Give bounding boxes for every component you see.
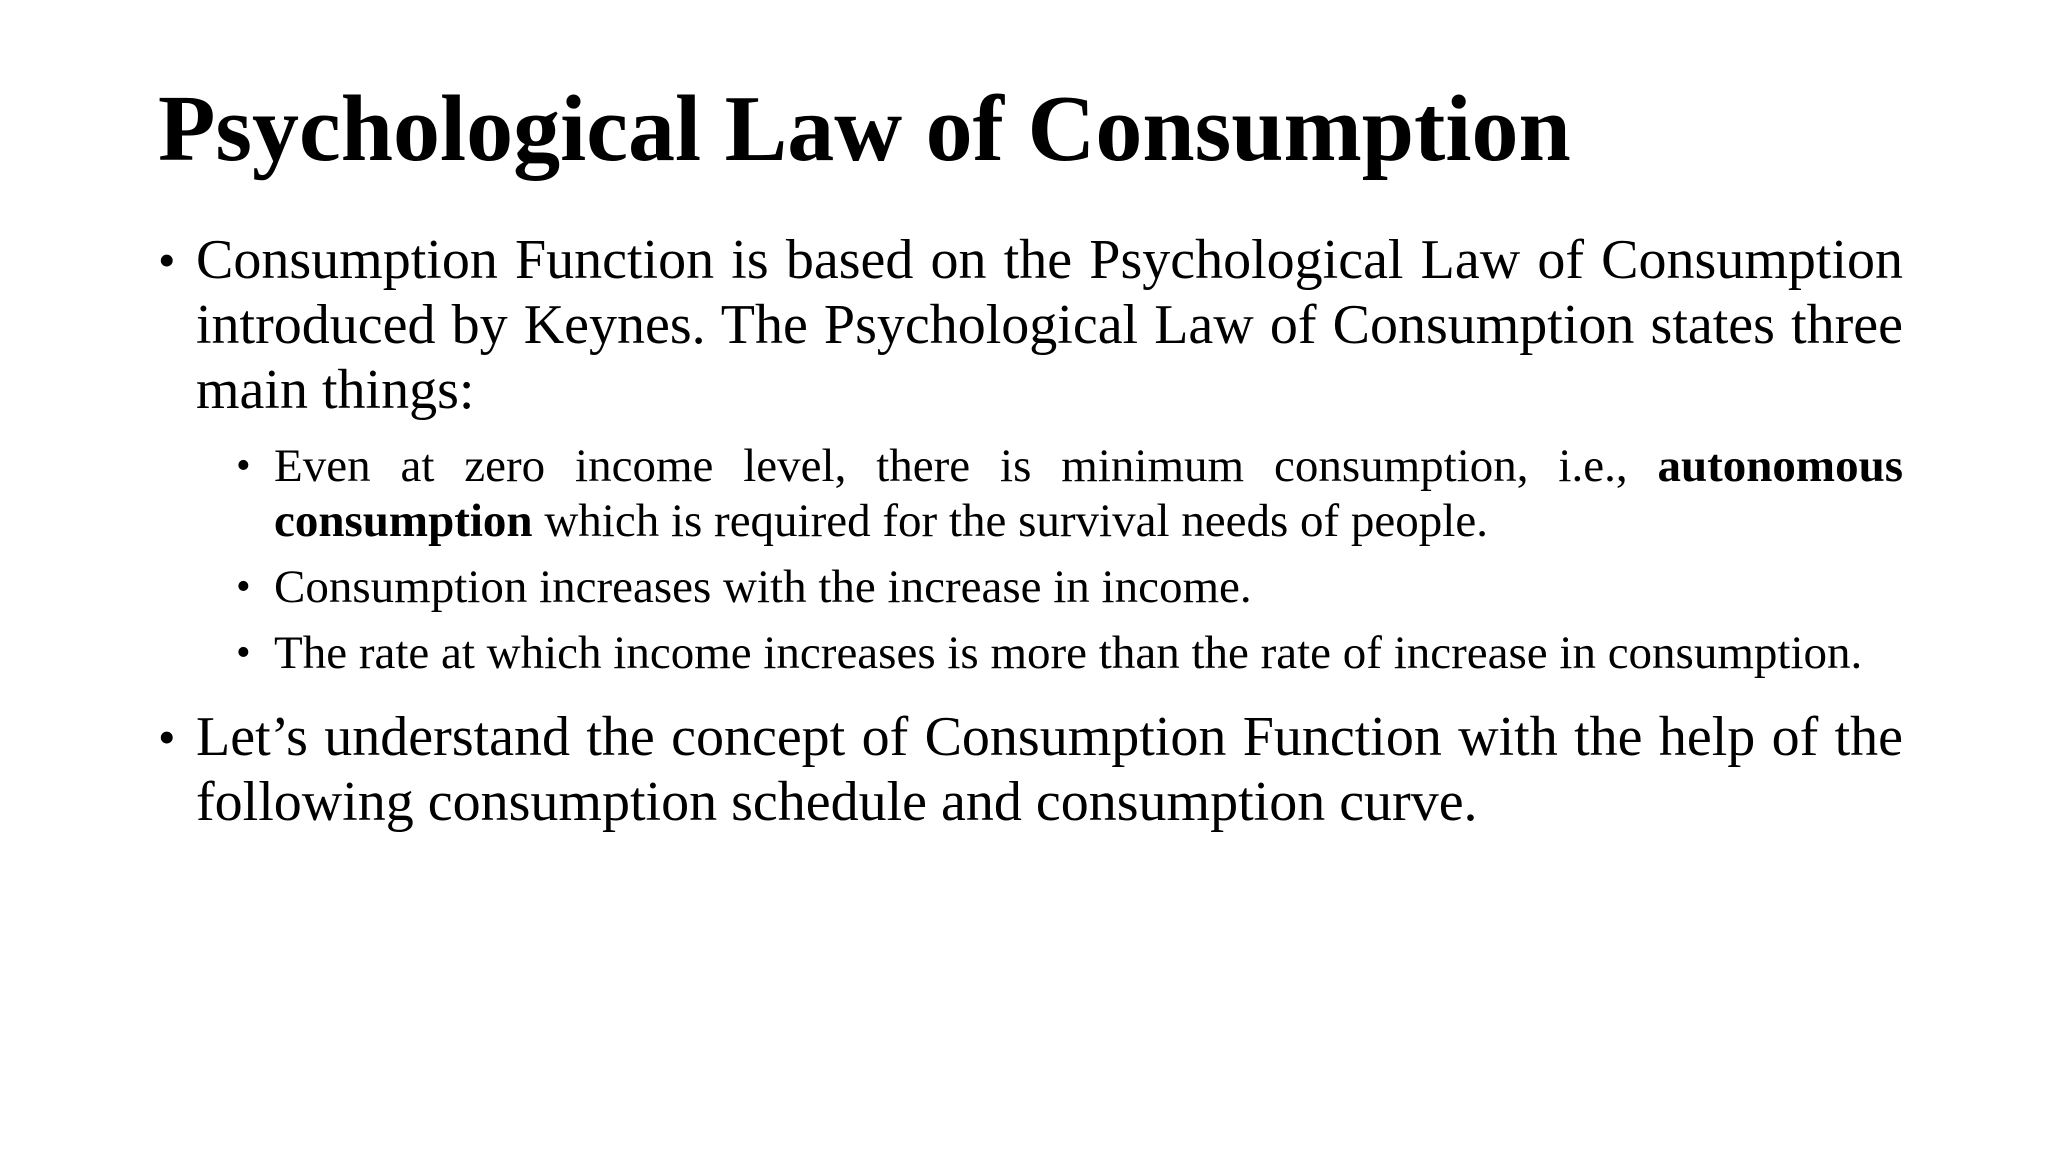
bullet-item: [158, 705, 1903, 835]
bullet-glyph: •: [158, 232, 176, 288]
bullet-text: Consumption Function is based on the Psychological Law of Consumption introduced by Keynes. The Psychological Law of Consumption states three main things:: [196, 229, 1903, 421]
sub-bullet-text: Consumption increases with the increase in income.: [274, 561, 1252, 613]
sub-bullet-list: [236, 439, 1903, 681]
slide-body: [158, 228, 1903, 835]
bullet-glyph: •: [158, 709, 176, 765]
bullet-text: Let’s understand the concept of Consumption Function with the help of the following consumption schedule and consumption curve.: [196, 706, 1903, 833]
sub-bullet-item: [236, 626, 1903, 681]
sub-bullet-text-before: Even at zero income level, there is minimum consumption, i.e.,: [274, 440, 1658, 492]
bullet-item: [158, 228, 1903, 681]
sub-bullet-item: [236, 560, 1903, 615]
sub-bullet-text-after: which is required for the survival needs of people.: [532, 495, 1488, 547]
sub-bullet-bold-term: autonomous consumption: [274, 440, 1903, 547]
sub-bullet-text: The rate at which income increases is more than the rate of increase in consumption.: [274, 627, 1863, 679]
slide-title: Psychological Law of Consumption: [158, 77, 1571, 181]
sub-bullet-glyph: •: [236, 443, 251, 489]
sub-bullet-item: [236, 439, 1903, 549]
sub-bullet-glyph: •: [236, 630, 251, 676]
sub-bullet-glyph: •: [236, 564, 251, 610]
